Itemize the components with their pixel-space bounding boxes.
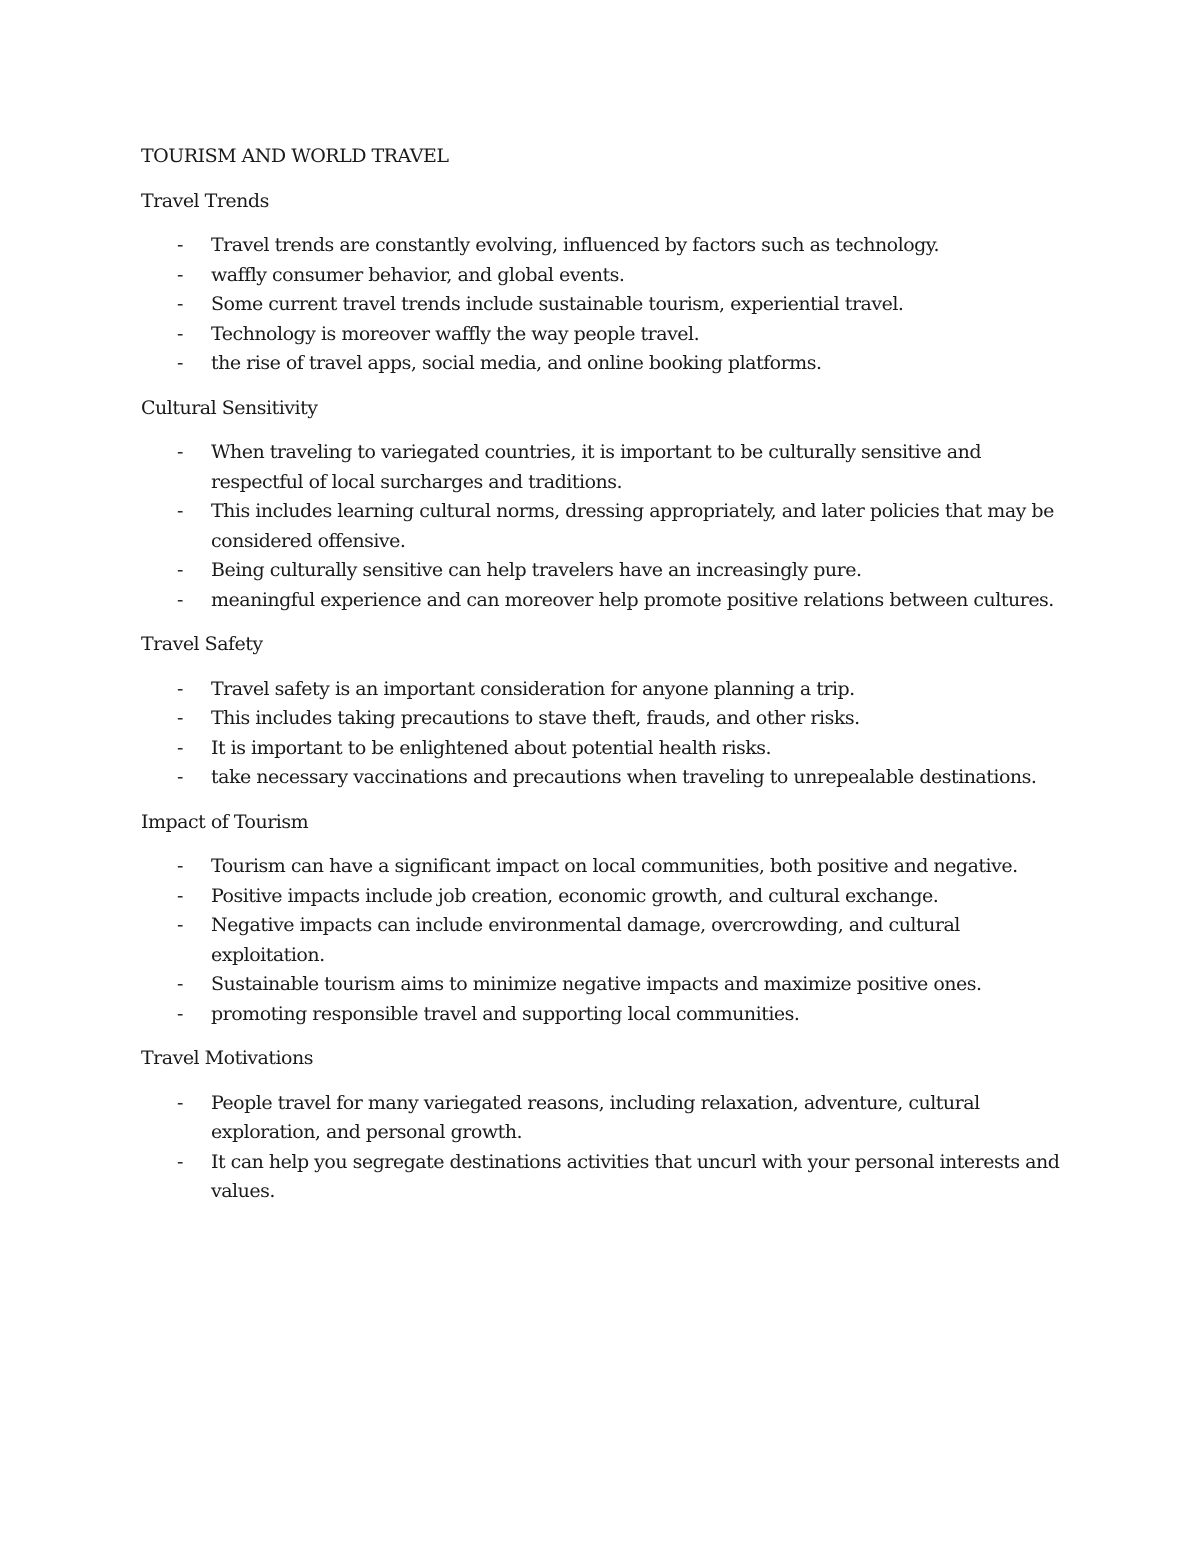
list-item-text: Travel safety is an important consideration for anyone planning a trip. xyxy=(211,677,855,700)
list-item xyxy=(141,763,1061,793)
list-item-text: Positive impacts include job creation, economic growth, and cultural exchange. xyxy=(211,884,939,907)
list-item xyxy=(141,586,1061,616)
bullet-list xyxy=(141,1089,1061,1207)
bullet-dash: - xyxy=(177,588,183,611)
list-item-text: Tourism can have a significant impact on local communities, both positive and negative. xyxy=(211,855,1018,877)
bullet-list xyxy=(141,438,1061,615)
bullet-dash: - xyxy=(177,707,183,729)
list-item-text: Technology is moreover waffly the way people travel. xyxy=(211,322,700,345)
section-heading: Travel Motivations xyxy=(141,1047,313,1069)
bullet-dash: - xyxy=(177,1002,183,1025)
bullet-dash: - xyxy=(177,293,183,315)
list-item-text: promoting responsible travel and supporting local communities. xyxy=(211,1002,800,1025)
bullet-dash: - xyxy=(177,855,183,877)
list-item xyxy=(141,556,1061,586)
bullet-dash: - xyxy=(177,441,183,463)
list-item-text: It can help you segregate destinations activities that uncurl with your personal interests and values. xyxy=(211,1150,1060,1202)
list-item xyxy=(141,231,1061,261)
list-item xyxy=(141,1000,1061,1030)
list-item xyxy=(141,320,1061,350)
list-item-text: Travel trends are constantly evolving, influenced by factors such as technology. xyxy=(211,234,940,256)
bullet-dash: - xyxy=(177,559,183,581)
list-item xyxy=(141,970,1061,1000)
bullet-dash: - xyxy=(177,914,183,936)
bullet-dash: - xyxy=(177,1150,183,1173)
list-item-text: waffly consumer behavior, and global events. xyxy=(211,263,625,286)
list-item-text: It is important to be enlightened about potential health risks. xyxy=(211,736,772,759)
section-heading: Impact of Tourism xyxy=(141,810,309,833)
document-page xyxy=(141,142,1061,1222)
section-heading: Cultural Sensitivity xyxy=(141,396,318,419)
bullet-list xyxy=(141,675,1061,793)
list-item xyxy=(141,1089,1061,1148)
list-item xyxy=(141,261,1061,291)
bullet-dash: - xyxy=(177,736,183,759)
list-item xyxy=(141,852,1061,882)
bullet-list xyxy=(141,852,1061,1029)
sections-container xyxy=(141,187,1061,1207)
bullet-dash: - xyxy=(177,766,183,788)
document-title: TOURISM AND WORLD TRAVEL xyxy=(141,145,449,167)
list-item-text: This includes learning cultural norms, dressing appropriately, and later policies that may be considered offensive. xyxy=(211,500,1054,552)
list-item-text: Being culturally sensitive can help travelers have an increasingly pure. xyxy=(211,559,862,581)
list-item xyxy=(141,704,1061,734)
section xyxy=(141,808,1061,1030)
list-item xyxy=(141,349,1061,379)
bullet-dash: - xyxy=(177,973,183,995)
bullet-list xyxy=(141,231,1061,379)
bullet-dash: - xyxy=(177,234,183,256)
bullet-dash: - xyxy=(177,352,183,374)
bullet-dash: - xyxy=(177,322,183,345)
list-item-text: When traveling to variegated countries, it is important to be culturally sensitive and respectful of local surcharges and traditions. xyxy=(211,441,981,493)
section xyxy=(141,394,1061,616)
list-item-text: Negative impacts can include environmental damage, overcrowding, and cultural exploitation. xyxy=(211,914,960,966)
section xyxy=(141,187,1061,379)
bullet-dash: - xyxy=(177,500,183,522)
section-heading: Travel Safety xyxy=(141,633,263,655)
list-item-text: meaningful experience and can moreover help promote positive relations between cultures. xyxy=(211,588,1054,611)
list-item xyxy=(141,497,1061,556)
list-item xyxy=(141,438,1061,497)
list-item-text: This includes taking precautions to stave theft, frauds, and other risks. xyxy=(211,707,860,729)
list-item xyxy=(141,882,1061,912)
bullet-dash: - xyxy=(177,884,183,907)
list-item-text: take necessary vaccinations and precautions when traveling to unrepealable destinations. xyxy=(211,766,1037,788)
bullet-dash: - xyxy=(177,1091,183,1114)
list-item-text: Some current travel trends include sustainable tourism, experiential travel. xyxy=(211,293,904,315)
list-item xyxy=(141,911,1061,970)
list-item-text: Sustainable tourism aims to minimize negative impacts and maximize positive ones. xyxy=(211,973,982,995)
section xyxy=(141,630,1061,793)
bullet-dash: - xyxy=(177,677,183,700)
list-item xyxy=(141,675,1061,705)
section-heading: Travel Trends xyxy=(141,189,269,212)
list-item xyxy=(141,1148,1061,1207)
list-item-text: People travel for many variegated reasons, including relaxation, adventure, cultural exploration, and personal growth. xyxy=(211,1091,980,1143)
list-item xyxy=(141,734,1061,764)
list-item xyxy=(141,290,1061,320)
section xyxy=(141,1044,1061,1207)
bullet-dash: - xyxy=(177,263,183,286)
list-item-text: the rise of travel apps, social media, and online booking platforms. xyxy=(211,352,822,374)
